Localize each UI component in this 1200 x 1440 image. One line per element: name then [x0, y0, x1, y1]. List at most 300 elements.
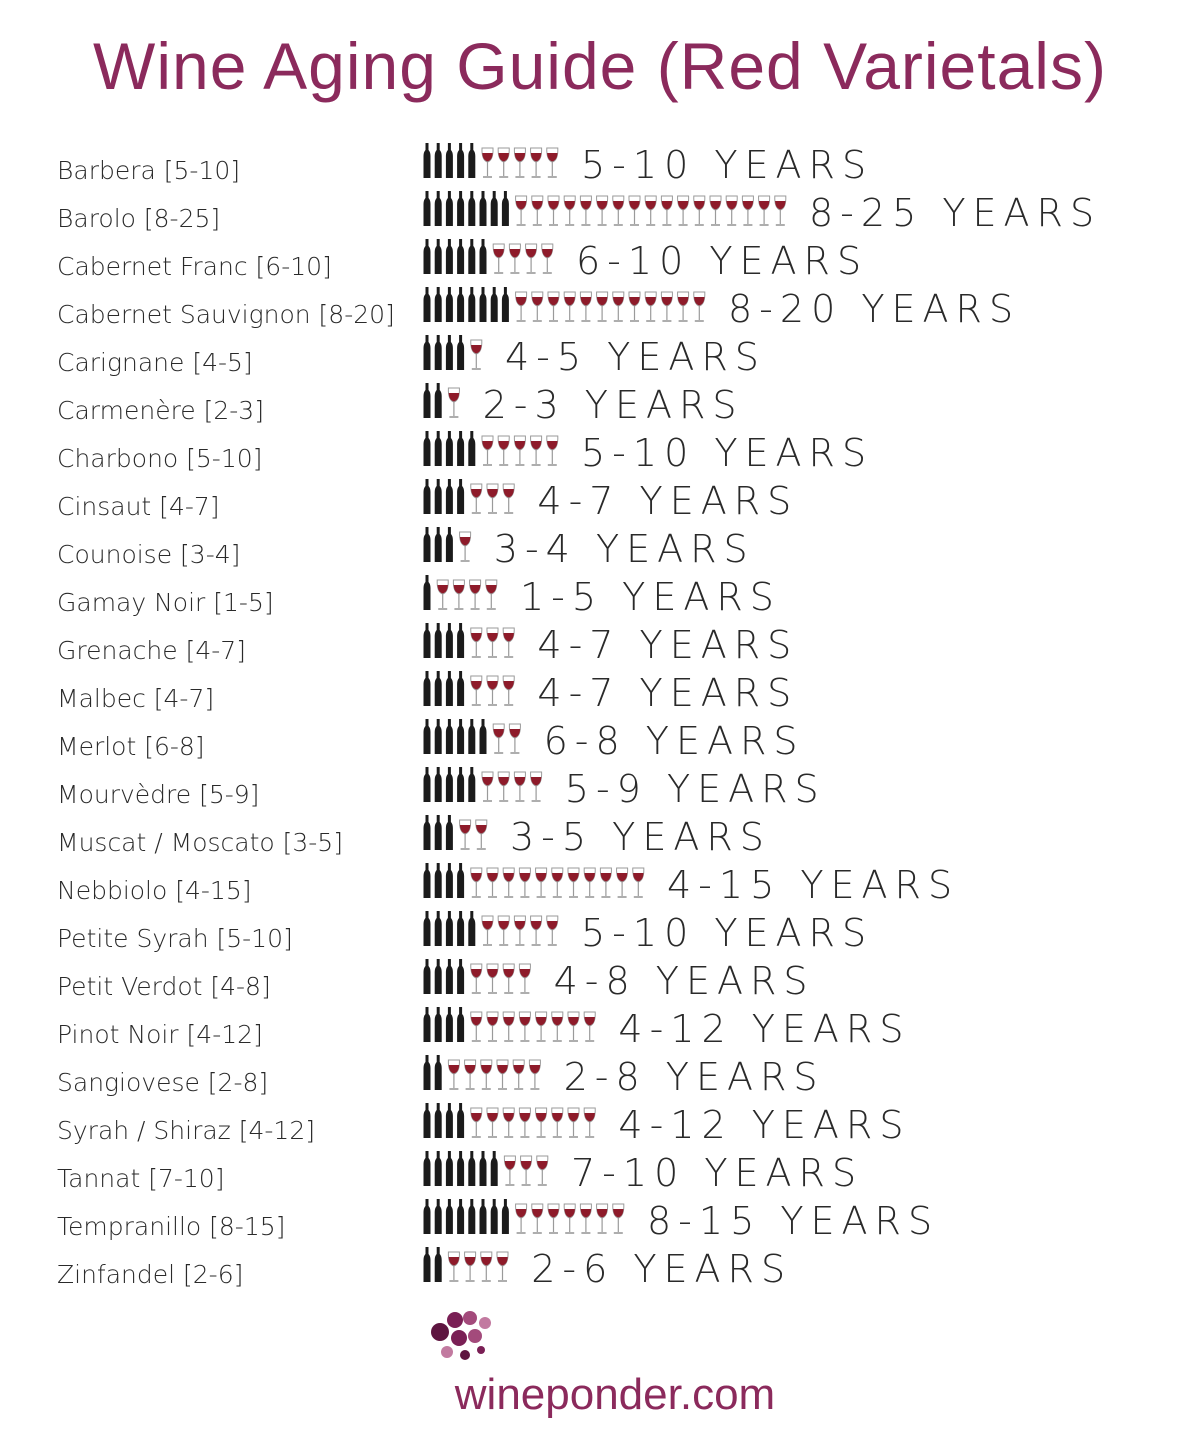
years-label: 8-25 YEARS	[809, 191, 1102, 235]
wine-glass-icon	[547, 916, 558, 945]
bottle-icon	[446, 1103, 453, 1138]
wine-glass-icon	[503, 1108, 514, 1137]
bottle-icon	[446, 1007, 453, 1042]
bottle-icon	[457, 1007, 464, 1042]
wine-glass-icon	[487, 868, 498, 897]
wine-aging-chart	[0, 140, 1200, 1300]
bottle-icon	[468, 767, 475, 802]
wine-glass-icon	[487, 964, 498, 993]
wine-glass-icon	[471, 628, 482, 657]
grape-dot	[479, 1317, 491, 1329]
bottle-icon	[435, 623, 442, 658]
wine-glass-icon	[710, 196, 721, 225]
wine-glass-icon	[645, 292, 656, 321]
varietal-label: Pinot Noir [4-12]	[57, 1020, 263, 1049]
wine-glass-icon	[487, 1108, 498, 1137]
varietal-label: Syrah / Shiraz [4-12]	[57, 1116, 315, 1145]
varietal-label: Barbera [5-10]	[57, 156, 241, 185]
bottle-icon	[491, 191, 498, 226]
wine-glass-icon	[547, 148, 558, 177]
bottle-icon	[468, 191, 475, 226]
wine-glass-icon	[514, 148, 525, 177]
bottle-icon	[435, 1247, 442, 1282]
grape-dot	[447, 1312, 463, 1328]
wine-glass-icon	[678, 292, 689, 321]
wine-glass-icon	[521, 1156, 532, 1185]
chart-row	[57, 431, 873, 475]
wine-glass-icon	[613, 1204, 624, 1233]
wine-glass-icon	[564, 1204, 575, 1233]
wine-glass-icon	[487, 1012, 498, 1041]
bottle-icon	[446, 431, 453, 466]
wine-glass-icon	[568, 1012, 579, 1041]
years-label: 2-6 YEARS	[531, 1247, 793, 1291]
years-label: 4-7 YEARS	[537, 479, 799, 523]
wine-glass-icon	[645, 196, 656, 225]
wine-glass-icon	[448, 388, 459, 417]
varietal-label: Muscat / Moscato [3-5]	[57, 828, 343, 857]
wine-glass-icon	[536, 1108, 547, 1137]
grape-dot	[477, 1346, 485, 1354]
years-label: 3-4 YEARS	[493, 527, 755, 571]
wine-glass-icon	[498, 436, 509, 465]
bottle-icon	[468, 143, 475, 178]
varietal-label: Petite Syrah [5-10]	[57, 924, 293, 953]
bottle-icon	[446, 143, 453, 178]
wine-glass-icon	[580, 196, 591, 225]
chart-row	[57, 623, 798, 667]
bottle-icon	[424, 1103, 431, 1138]
chart-row	[57, 239, 868, 283]
bottle-icon	[446, 479, 453, 514]
bottle-icon	[435, 719, 442, 754]
bottle-icon	[424, 863, 431, 898]
grape-dot	[468, 1329, 482, 1343]
wine-glass-icon	[552, 1108, 563, 1137]
wine-glass-icon	[465, 1252, 476, 1281]
bottle-icon	[424, 575, 431, 610]
bottle-icon	[424, 431, 431, 466]
bottle-icon	[424, 815, 431, 850]
wine-glass-icon	[471, 1108, 482, 1137]
wine-glass-icon	[471, 340, 482, 369]
wine-glass-icon	[537, 1156, 548, 1185]
grape-dot	[451, 1330, 467, 1346]
grape-cluster-logo	[415, 1310, 515, 1370]
chart-row	[57, 863, 959, 907]
wine-glass-icon	[597, 1204, 608, 1233]
wine-glass-icon	[529, 1060, 540, 1089]
chart-row	[57, 1007, 910, 1051]
wine-glass-icon	[514, 436, 525, 465]
years-label: 4-7 YEARS	[537, 623, 799, 667]
bottle-icon	[491, 1151, 498, 1186]
wine-glass-icon	[531, 148, 542, 177]
years-label: 6-8 YEARS	[543, 719, 805, 763]
wine-glass-icon	[600, 868, 611, 897]
bottle-icon	[435, 863, 442, 898]
years-label: 2-8 YEARS	[563, 1055, 825, 1099]
bottle-icon	[457, 239, 464, 274]
wine-glass-icon	[486, 580, 497, 609]
varietal-label: Carmenère [2-3]	[57, 396, 264, 425]
bottle-icon	[424, 671, 431, 706]
bottle-icon	[502, 287, 509, 322]
wine-glass-icon	[742, 196, 753, 225]
bottle-icon	[424, 767, 431, 802]
bottle-icon	[424, 479, 431, 514]
bottle-icon	[424, 623, 431, 658]
wine-glass-icon	[552, 1012, 563, 1041]
wine-glass-icon	[552, 868, 563, 897]
wine-glass-icon	[548, 292, 559, 321]
years-label: 2-3 YEARS	[482, 383, 744, 427]
bottle-icon	[457, 479, 464, 514]
bottle-icon	[424, 191, 431, 226]
page-title: Wine Aging Guide (Red Varietals)	[93, 29, 1107, 103]
wine-glass-icon	[580, 292, 591, 321]
chart-row	[57, 143, 873, 187]
bottle-icon	[435, 1007, 442, 1042]
wine-glass-icon	[487, 676, 498, 705]
wine-glass-icon	[482, 436, 493, 465]
bottle-icon	[468, 719, 475, 754]
chart-row	[57, 335, 766, 379]
wine-glass-icon	[584, 1012, 595, 1041]
bottle-icon	[424, 959, 431, 994]
wine-glass-icon	[726, 196, 737, 225]
grape-dot	[463, 1311, 477, 1325]
bottle-icon	[446, 767, 453, 802]
bottle-icon	[468, 287, 475, 322]
bottle-icon	[424, 1199, 431, 1234]
bottle-icon	[468, 1151, 475, 1186]
bottle-icon	[446, 911, 453, 946]
bottle-icon	[446, 815, 453, 850]
wine-glass-icon	[516, 1204, 527, 1233]
wine-glass-icon	[460, 820, 471, 849]
wine-glass-icon	[775, 196, 786, 225]
wine-glass-icon	[504, 1156, 515, 1185]
bottle-icon	[424, 239, 431, 274]
varietal-label: Zinfandel [2-6]	[57, 1260, 244, 1289]
wine-glass-icon	[498, 772, 509, 801]
bottle-icon	[446, 671, 453, 706]
years-label: 4-8 YEARS	[553, 959, 815, 1003]
years-label: 5-9 YEARS	[564, 767, 826, 811]
chart-row	[57, 1151, 863, 1195]
wine-glass-icon	[493, 244, 504, 273]
wine-glass-icon	[471, 964, 482, 993]
bottle-icon	[457, 863, 464, 898]
bottle-icon	[435, 191, 442, 226]
years-label: 1-5 YEARS	[520, 575, 781, 619]
bottle-icon	[446, 335, 453, 370]
grape-dot	[441, 1346, 453, 1358]
wine-glass-icon	[519, 1108, 530, 1137]
bottle-icon	[446, 863, 453, 898]
wine-glass-icon	[471, 484, 482, 513]
bottle-icon	[457, 1151, 464, 1186]
wine-glass-icon	[584, 868, 595, 897]
bottle-icon	[468, 1199, 475, 1234]
bottle-icon	[457, 911, 464, 946]
wine-glass-icon	[661, 292, 672, 321]
chart-row	[57, 1103, 910, 1147]
wine-glass-icon	[514, 772, 525, 801]
wine-glass-icon	[536, 1012, 547, 1041]
bottle-icon	[435, 1055, 442, 1090]
varietal-label: Sangiovese [2-8]	[57, 1068, 269, 1097]
varietal-label: Charbono [5-10]	[57, 444, 263, 473]
bottle-icon	[435, 671, 442, 706]
bottle-icon	[457, 1199, 464, 1234]
wine-glass-icon	[437, 580, 448, 609]
wine-glass-icon	[487, 484, 498, 513]
bottle-icon	[435, 1151, 442, 1186]
wine-glass-icon	[532, 292, 543, 321]
bottle-icon	[435, 527, 442, 562]
wine-glass-icon	[481, 1060, 492, 1089]
bottle-icon	[446, 287, 453, 322]
chart-row	[57, 383, 743, 427]
chart-row	[57, 815, 771, 859]
bottle-icon	[491, 287, 498, 322]
wine-glass-icon	[482, 148, 493, 177]
wine-glass-icon	[629, 292, 640, 321]
wine-glass-icon	[514, 916, 525, 945]
wine-glass-icon	[476, 820, 487, 849]
bottle-icon	[468, 911, 475, 946]
wine-glass-icon	[629, 196, 640, 225]
wine-glass-icon	[613, 196, 624, 225]
bottle-icon	[424, 1007, 431, 1042]
bottle-icon	[424, 527, 431, 562]
wine-glass-icon	[471, 676, 482, 705]
wine-glass-icon	[532, 196, 543, 225]
years-label: 5-10 YEARS	[581, 911, 874, 955]
wine-glass-icon	[460, 532, 471, 561]
bottle-icon	[480, 287, 487, 322]
wine-glass-icon	[759, 196, 770, 225]
bottle-icon	[457, 1103, 464, 1138]
bottle-icon	[435, 431, 442, 466]
wine-glass-icon	[498, 148, 509, 177]
bottle-icon	[457, 143, 464, 178]
bottle-icon	[446, 719, 453, 754]
wine-glass-icon	[547, 436, 558, 465]
years-label: 4-12 YEARS	[618, 1103, 911, 1147]
wine-glass-icon	[470, 580, 481, 609]
wine-glass-icon	[661, 196, 672, 225]
bottle-icon	[424, 287, 431, 322]
bottle-icon	[446, 527, 453, 562]
years-label: 4-12 YEARS	[618, 1007, 911, 1051]
bottle-icon	[446, 1199, 453, 1234]
bottle-icon	[424, 719, 431, 754]
bottle-icon	[457, 959, 464, 994]
bottle-icon	[480, 1151, 487, 1186]
wine-glass-icon	[497, 1060, 508, 1089]
bottle-icon	[435, 911, 442, 946]
bottle-icon	[435, 815, 442, 850]
bottle-icon	[480, 719, 487, 754]
bottle-icon	[446, 239, 453, 274]
wine-glass-icon	[503, 964, 514, 993]
bottle-icon	[480, 239, 487, 274]
years-label: 7-10 YEARS	[571, 1151, 864, 1195]
wine-glass-icon	[493, 724, 504, 753]
bottle-icon	[457, 191, 464, 226]
wine-glass-icon	[694, 196, 705, 225]
wine-glass-icon	[548, 196, 559, 225]
site-name: wineponder.com	[454, 1370, 776, 1419]
wine-glass-icon	[503, 484, 514, 513]
wine-glass-icon	[509, 724, 520, 753]
bottle-icon	[491, 1199, 498, 1234]
chart-row	[57, 1199, 939, 1243]
bottle-icon	[457, 287, 464, 322]
wine-glass-icon	[536, 868, 547, 897]
varietal-label: Barolo [8-25]	[57, 204, 221, 233]
wine-glass-icon	[482, 772, 493, 801]
varietal-label: Malbec [4-7]	[57, 684, 215, 713]
wine-glass-icon	[532, 1204, 543, 1233]
wine-glass-icon	[564, 196, 575, 225]
chart-row	[57, 911, 873, 955]
wine-glass-icon	[548, 1204, 559, 1233]
bottle-icon	[424, 143, 431, 178]
bottle-icon	[435, 383, 442, 418]
years-label: 5-10 YEARS	[581, 431, 874, 475]
chart-row	[57, 287, 1020, 331]
years-label: 6-10 YEARS	[576, 239, 869, 283]
chart-row	[57, 719, 804, 763]
years-label: 4-5 YEARS	[505, 335, 766, 379]
bottle-icon	[502, 191, 509, 226]
varietal-label: Cabernet Sauvignon [8-20]	[57, 300, 395, 329]
wine-glass-icon	[568, 1108, 579, 1137]
varietal-label: Tannat [7-10]	[57, 1164, 225, 1193]
varietal-label: Petit Verdot [4-8]	[57, 972, 271, 1001]
bottle-icon	[424, 1055, 431, 1090]
varietal-label: Mourvèdre [5-9]	[57, 780, 260, 809]
wine-glass-icon	[481, 1252, 492, 1281]
years-label: 8-20 YEARS	[728, 287, 1021, 331]
wine-glass-icon	[613, 292, 624, 321]
wine-glass-icon	[509, 244, 520, 273]
grape-dot	[431, 1323, 449, 1341]
wine-glass-icon	[694, 292, 705, 321]
chart-row	[57, 527, 755, 571]
bottle-icon	[424, 383, 431, 418]
wine-glass-icon	[526, 244, 537, 273]
years-label: 3-5 YEARS	[510, 815, 771, 859]
wine-glass-icon	[584, 1108, 595, 1137]
varietal-label: Grenache [4-7]	[57, 636, 246, 665]
wine-glass-icon	[542, 244, 553, 273]
varietal-label: Merlot [6-8]	[57, 732, 205, 761]
wine-glass-icon	[633, 868, 644, 897]
chart-row	[57, 1055, 824, 1099]
bottle-icon	[435, 959, 442, 994]
bottle-icon	[435, 767, 442, 802]
wine-glass-icon	[482, 916, 493, 945]
bottle-icon	[446, 959, 453, 994]
bottle-icon	[457, 767, 464, 802]
wine-glass-icon	[503, 676, 514, 705]
wine-glass-icon	[617, 868, 628, 897]
years-label: 5-10 YEARS	[581, 143, 874, 187]
chart-row	[57, 671, 798, 715]
wine-glass-icon	[568, 868, 579, 897]
bottle-icon	[424, 911, 431, 946]
varietal-label: Cabernet Franc [6-10]	[57, 252, 332, 281]
wine-glass-icon	[597, 292, 608, 321]
wine-glass-icon	[448, 1060, 459, 1089]
bottle-icon	[457, 719, 464, 754]
bottle-icon	[457, 431, 464, 466]
bottle-icon	[435, 287, 442, 322]
wine-glass-icon	[580, 1204, 591, 1233]
wine-glass-icon	[678, 196, 689, 225]
wine-glass-icon	[531, 772, 542, 801]
chart-row	[57, 959, 814, 1003]
bottle-icon	[424, 1247, 431, 1282]
bottle-icon	[502, 1199, 509, 1234]
years-label: 8-15 YEARS	[647, 1199, 940, 1243]
varietal-label: Nebbiolo [4-15]	[57, 876, 252, 905]
wine-glass-icon	[503, 628, 514, 657]
wine-glass-icon	[519, 1012, 530, 1041]
years-label: 4-7 YEARS	[537, 671, 799, 715]
bottle-icon	[435, 143, 442, 178]
varietal-label: Tempranillo [8-15]	[57, 1212, 286, 1241]
bottle-icon	[435, 479, 442, 514]
varietal-label: Carignane [4-5]	[57, 348, 253, 377]
varietal-label: Cinsaut [4-7]	[57, 492, 220, 521]
wine-glass-icon	[531, 916, 542, 945]
wine-glass-icon	[498, 916, 509, 945]
wine-glass-icon	[531, 436, 542, 465]
varietal-label: Counoise [3-4]	[57, 540, 241, 569]
wine-glass-icon	[471, 868, 482, 897]
chart-row	[57, 479, 798, 523]
wine-glass-icon	[471, 1012, 482, 1041]
wine-glass-icon	[516, 196, 527, 225]
bottle-icon	[480, 1199, 487, 1234]
bottle-icon	[446, 191, 453, 226]
bottle-icon	[435, 1103, 442, 1138]
wine-glass-icon	[503, 868, 514, 897]
wine-glass-icon	[597, 196, 608, 225]
bottle-icon	[468, 239, 475, 274]
bottle-icon	[446, 1151, 453, 1186]
wine-glass-icon	[465, 1060, 476, 1089]
chart-row	[57, 767, 826, 811]
wine-glass-icon	[564, 292, 575, 321]
wine-glass-icon	[453, 580, 464, 609]
bottle-icon	[424, 335, 431, 370]
years-label: 4-15 YEARS	[667, 863, 960, 907]
bottle-icon	[435, 239, 442, 274]
wine-glass-icon	[497, 1252, 508, 1281]
chart-row	[57, 191, 1101, 235]
chart-row	[57, 575, 781, 619]
wine-glass-icon	[487, 628, 498, 657]
wine-glass-icon	[503, 1012, 514, 1041]
wine-glass-icon	[516, 292, 527, 321]
